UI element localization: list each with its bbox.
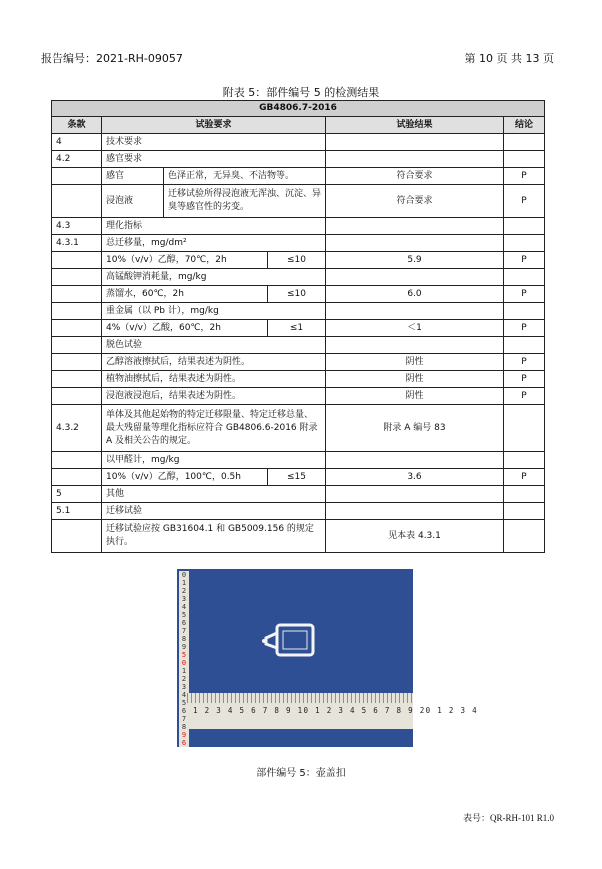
table-row — [52, 388, 545, 405]
header-requirement: 试验要求 — [102, 117, 326, 134]
header-conclusion: 结论 — [504, 117, 545, 134]
clause-cell: 4.3.2 — [52, 405, 102, 452]
requirement-cell: 重金属（以 Pb 计），mg/kg — [102, 303, 326, 320]
result-cell: 附录 A 编号 83 — [326, 405, 504, 452]
clause-cell: 4.2 — [52, 151, 102, 168]
table-row — [52, 151, 545, 168]
result-cell: 3.6 — [326, 469, 504, 486]
result-cell — [326, 337, 504, 354]
result-cell — [326, 486, 504, 503]
clause-cell — [52, 252, 102, 269]
conclusion-cell — [504, 503, 545, 520]
result-cell — [326, 269, 504, 286]
clause-cell — [52, 168, 102, 185]
test-results-table — [51, 100, 545, 553]
requirement-cell: 高锰酸钾消耗量，mg/kg — [102, 269, 326, 286]
header-result: 试验结果 — [326, 117, 504, 134]
conclusion-cell: P — [504, 185, 545, 218]
page-header — [41, 50, 554, 66]
table-row — [52, 303, 545, 320]
table-row — [52, 486, 545, 503]
clause-cell — [52, 354, 102, 371]
table-row — [52, 452, 545, 469]
table-row — [52, 469, 545, 486]
photo-caption: 部件编号 5：壶盖扣 — [256, 768, 346, 779]
requirement-cell: 技术要求 — [102, 134, 326, 151]
conclusion-cell: P — [504, 371, 545, 388]
conclusion-cell: P — [504, 469, 545, 486]
result-cell: 阴性 — [326, 371, 504, 388]
page-number: 第 10 页 共 13 页 — [464, 52, 554, 65]
table-row — [52, 354, 545, 371]
vertical-ruler: 0 1 2 3 4 5 6 7 8 9 5 0 1 2 3 4 5 6 7 8 9 6 — [179, 571, 189, 747]
clause-cell — [52, 303, 102, 320]
table-row — [52, 503, 545, 520]
conclusion-cell — [504, 405, 545, 452]
requirement-cell: 迁移试验应按 GB31604.1 和 GB5009.156 的规定执行。 — [102, 520, 326, 553]
table-row — [52, 405, 545, 452]
result-cell — [326, 218, 504, 235]
conclusion-cell: P — [504, 286, 545, 303]
clause-cell: 5 — [52, 486, 102, 503]
table-row — [52, 252, 545, 269]
result-cell — [326, 235, 504, 252]
requirement-cell: 单体及其他起始物的特定迁移限量、特定迁移总量、最大残留量等理化指标应符合 GB4806.6-2016 附录 A 及相关公告的规定。 — [102, 405, 326, 452]
sub-item-name: 感官 — [102, 168, 164, 185]
result-cell: 符合要求 — [326, 168, 504, 185]
lid-clip-sample — [261, 621, 319, 661]
conclusion-cell — [504, 337, 545, 354]
clause-cell — [52, 320, 102, 337]
conclusion-cell — [504, 134, 545, 151]
clause-cell: 4.3.1 — [52, 235, 102, 252]
table-row — [52, 371, 545, 388]
conclusion-cell — [504, 303, 545, 320]
requirement-cell: 理化指标 — [102, 218, 326, 235]
requirement-cell: 色泽正常，无异臭、不洁物等。 — [164, 168, 326, 185]
result-cell: 6.0 — [326, 286, 504, 303]
result-cell: 见本表 4.3.1 — [326, 520, 504, 553]
requirement-cell: 脱色试验 — [102, 337, 326, 354]
conclusion-cell: P — [504, 354, 545, 371]
condition-cell: 10%（v/v）乙醇，70℃，2h — [102, 252, 268, 269]
result-cell — [326, 503, 504, 520]
table-caption: 附表 5：部件编号 5 的检测结果 — [222, 86, 380, 99]
requirement-cell: 浸泡液浸泡后，结果表述为阴性。 — [102, 388, 326, 405]
condition-cell: 蒸馏水，60℃，2h — [102, 286, 268, 303]
clause-cell — [52, 371, 102, 388]
result-cell: 阴性 — [326, 388, 504, 405]
report-number: 报告编号：2021-RH-09057 — [41, 52, 183, 65]
horizontal-ruler: 1 2 3 4 5 6 7 8 9 10 1 2 3 4 5 6 7 8 9 20 1 2 3 4 — [187, 693, 413, 729]
clause-cell — [52, 452, 102, 469]
conclusion-cell — [504, 235, 545, 252]
requirement-cell: 总迁移量，mg/dm² — [102, 235, 326, 252]
clause-cell — [52, 286, 102, 303]
table-row — [52, 520, 545, 553]
limit-cell: ≤15 — [268, 469, 326, 486]
table-row — [52, 235, 545, 252]
table-row — [52, 269, 545, 286]
clause-cell — [52, 469, 102, 486]
conclusion-cell — [504, 151, 545, 168]
limit-cell: ≤10 — [268, 286, 326, 303]
sub-item-name: 浸泡液 — [102, 185, 164, 218]
table-row — [52, 286, 545, 303]
requirement-cell: 植物油擦拭后，结果表述为阴性。 — [102, 371, 326, 388]
table-row — [52, 320, 545, 337]
limit-cell: ≤1 — [268, 320, 326, 337]
conclusion-cell — [504, 218, 545, 235]
limit-cell: ≤10 — [268, 252, 326, 269]
requirement-cell: 迁移试验所得浸泡液无浑浊、沉淀、异臭等感官性的劣变。 — [164, 185, 326, 218]
condition-cell: 10%（v/v）乙醇，100℃，0.5h — [102, 469, 268, 486]
result-cell — [326, 303, 504, 320]
sample-photo — [177, 569, 478, 747]
table-row — [52, 337, 545, 354]
result-cell: 阴性 — [326, 354, 504, 371]
header-row — [52, 117, 545, 134]
conclusion-cell: P — [504, 320, 545, 337]
table-row — [52, 218, 545, 235]
header-clause: 条款 — [52, 117, 102, 134]
result-cell: 5.9 — [326, 252, 504, 269]
result-cell — [326, 151, 504, 168]
clause-cell: 5.1 — [52, 503, 102, 520]
standard-title: GB4806.7-2016 — [52, 101, 545, 117]
requirement-cell: 其他 — [102, 486, 326, 503]
table-row — [52, 168, 545, 185]
form-number: 表号：QR-RH-101 R1.0 — [462, 813, 554, 823]
conclusion-cell — [504, 269, 545, 286]
table-row — [52, 185, 545, 218]
conclusion-cell — [504, 520, 545, 553]
condition-cell: 4%（v/v）乙酸，60℃，2h — [102, 320, 268, 337]
result-cell: 符合要求 — [326, 185, 504, 218]
result-cell — [326, 452, 504, 469]
requirement-cell: 乙醇溶液擦拭后，结果表述为阴性。 — [102, 354, 326, 371]
result-cell: ＜1 — [326, 320, 504, 337]
conclusion-cell: P — [504, 168, 545, 185]
conclusion-cell: P — [504, 388, 545, 405]
standard-row — [52, 101, 545, 117]
clause-cell — [52, 520, 102, 553]
clause-cell — [52, 185, 102, 218]
table-row — [52, 134, 545, 151]
conclusion-cell — [504, 452, 545, 469]
result-cell — [326, 134, 504, 151]
clause-cell — [52, 388, 102, 405]
clause-cell — [52, 337, 102, 354]
clause-cell — [52, 269, 102, 286]
requirement-cell: 迁移试验 — [102, 503, 326, 520]
clause-cell: 4.3 — [52, 218, 102, 235]
clause-cell: 4 — [52, 134, 102, 151]
requirement-cell: 以甲醛计，mg/kg — [102, 452, 326, 469]
conclusion-cell: P — [504, 252, 545, 269]
requirement-cell: 感官要求 — [102, 151, 326, 168]
conclusion-cell — [504, 486, 545, 503]
